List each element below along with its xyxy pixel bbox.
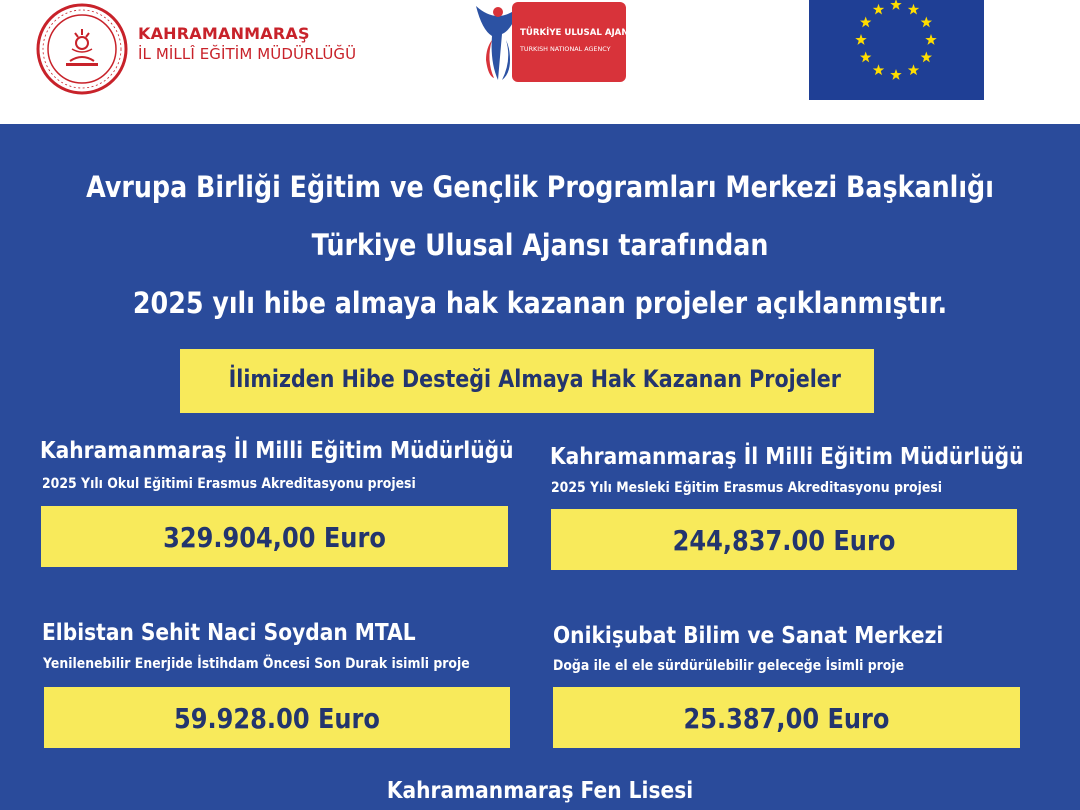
ua-title: TÜRKİYE ULUSAL AJANSI bbox=[520, 28, 638, 38]
section-banner-text: İlimizden Hibe Desteği Almaya Hak Kazanan Projeler bbox=[228, 365, 841, 393]
project-3-amount-box bbox=[44, 687, 510, 748]
project-2-title: Kahramanmaraş İl Milli Eğitim Müdürlüğü bbox=[550, 442, 1024, 470]
project-1-amount: 329.904,00 Euro bbox=[163, 521, 386, 554]
main-panel bbox=[0, 124, 1080, 810]
meb-name bbox=[138, 24, 356, 63]
turkish-national-agency-logo bbox=[468, 0, 638, 86]
ua-subtitle: TURKISH NATIONAL AGENCY bbox=[520, 45, 611, 53]
project-1-title: Kahramanmaraş İl Milli Eğitim Müdürlüğü bbox=[40, 436, 514, 464]
project-3-title: Elbistan Sehit Naci Soydan MTAL bbox=[42, 618, 416, 646]
project-4-subtitle: Doğa ile el ele sürdürülebilir geleceğe İsimli proje bbox=[553, 658, 905, 674]
project-2-amount: 244,837.00 Euro bbox=[672, 524, 896, 557]
project-4-amount: 25.387,00 Euro bbox=[683, 702, 890, 735]
headline-line1: Avrupa Birliği Eğitim ve Gençlik Programları Merkezi Başkanlığı bbox=[86, 170, 994, 204]
footer-project-title: Kahramanmaraş Fen Lisesi bbox=[386, 776, 694, 804]
meb-name-line1: KAHRAMANMARAŞ bbox=[138, 24, 310, 43]
section-banner bbox=[180, 349, 874, 413]
project-2-subtitle: 2025 Yılı Mesleki Eğitim Erasmus Akreditasyonu projesi bbox=[551, 480, 943, 496]
project-3-amount: 59.928.00 Euro bbox=[174, 702, 380, 735]
ua-red-box bbox=[512, 2, 638, 82]
project-3-subtitle: Yenilenebilir Enerjide İstihdam Öncesi Son Durak isimli proje bbox=[43, 656, 470, 672]
headline-line2: Türkiye Ulusal Ajansı tarafından bbox=[311, 228, 769, 262]
project-4-title: Onikişubat Bilim ve Sanat Merkezi bbox=[553, 621, 944, 649]
header bbox=[0, 0, 1080, 124]
project-1-subtitle: 2025 Yılı Okul Eğitimi Erasmus Akreditasyonu projesi bbox=[42, 476, 416, 492]
eu-flag-icon bbox=[809, 0, 984, 100]
project-2-amount-box bbox=[551, 509, 1017, 570]
project-1-amount-box bbox=[41, 506, 508, 567]
project-4-amount-box bbox=[553, 687, 1020, 748]
headline-line3: 2025 yılı hibe almaya hak kazanan projeler açıklanmıştır. bbox=[132, 286, 948, 320]
meb-seal-logo bbox=[36, 3, 128, 95]
meb-name-line2: İL MİLLÎ EĞİTİM MÜDÜRLÜĞÜ bbox=[138, 45, 357, 63]
